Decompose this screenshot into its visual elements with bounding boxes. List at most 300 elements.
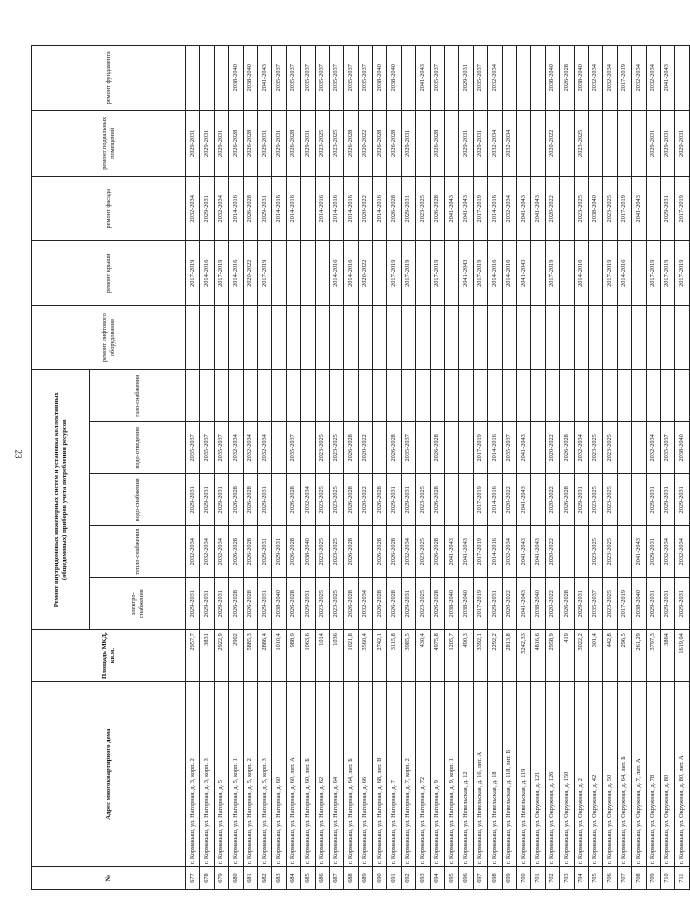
cell-facade: 2014-2016 bbox=[488, 177, 502, 241]
cell-foundation: 2017-2019 bbox=[617, 46, 631, 111]
cell-electricity: 2017-2019 bbox=[617, 578, 631, 630]
cell-number: 711 bbox=[675, 867, 689, 890]
cell-heating bbox=[574, 526, 588, 578]
cell-gas bbox=[272, 370, 286, 422]
cell-sewer: 2032-2034 bbox=[229, 422, 243, 474]
header-basement: ремонт подвальных помещений bbox=[32, 110, 186, 177]
cell-basement bbox=[560, 110, 574, 177]
cell-number: 689 bbox=[358, 867, 372, 890]
cell-foundation: 2035-2037 bbox=[358, 46, 372, 111]
cell-gas bbox=[229, 370, 243, 422]
cell-electricity: 2029-2031 bbox=[214, 578, 228, 630]
cell-basement: 2029-2031 bbox=[459, 110, 473, 177]
header-utility-group: Ремонт внутридомовых инженерных систем и установка коллективных (общедомовых) приборов учета потребления ресурсов bbox=[32, 370, 90, 630]
cell-number: 705 bbox=[588, 867, 602, 890]
cell-electricity: 2020-2022 bbox=[545, 578, 559, 630]
cell-electricity: 2017-2019 bbox=[473, 578, 487, 630]
cell-electricity: 2026-2028 bbox=[229, 578, 243, 630]
cell-heating bbox=[358, 526, 372, 578]
cell-water: 2014-2016 bbox=[488, 474, 502, 526]
cell-facade: 2029-2031 bbox=[200, 177, 214, 241]
cell-electricity: 2023-2025 bbox=[315, 578, 329, 630]
cell-water: 2029-2031 bbox=[401, 474, 415, 526]
cell-water bbox=[531, 474, 545, 526]
cell-basement: 2023-2025 bbox=[329, 110, 343, 177]
table-row bbox=[632, 46, 646, 890]
cell-gas bbox=[488, 370, 502, 422]
cell-facade: 2020-2022 bbox=[358, 177, 372, 241]
cell-foundation: 2029-2031 bbox=[459, 46, 473, 111]
cell-roof bbox=[286, 241, 300, 305]
cell-gas bbox=[214, 370, 228, 422]
cell-foundation: 2026-2028 bbox=[560, 46, 574, 111]
cell-foundation bbox=[445, 46, 459, 111]
cell-electricity: 2029-2031 bbox=[646, 578, 660, 630]
cell-electricity: 2026-2028 bbox=[387, 578, 401, 630]
cell-heating: 2032-2034 bbox=[502, 526, 516, 578]
table-row bbox=[617, 46, 631, 890]
cell-facade: 2014-2016 bbox=[315, 177, 329, 241]
cell-number: 679 bbox=[214, 867, 228, 890]
cell-elevator bbox=[416, 305, 430, 369]
cell-electricity: 2029-2031 bbox=[660, 578, 674, 630]
cell-basement: 2026-2028 bbox=[373, 110, 387, 177]
cell-area: 1010,4 bbox=[272, 630, 286, 682]
cell-heating: 2032-2034 bbox=[200, 526, 214, 578]
cell-area: 5885,3 bbox=[243, 630, 257, 682]
table-row bbox=[675, 46, 689, 890]
cell-address: г. Кормакыш, ул. Окружная, д. 78 bbox=[646, 682, 660, 867]
cell-facade: 2026-2028 bbox=[430, 177, 444, 241]
cell-facade: 2026-2028 bbox=[243, 177, 257, 241]
cell-sewer: 2035-2037 bbox=[214, 422, 228, 474]
cell-water bbox=[272, 474, 286, 526]
cell-water: 2026-2028 bbox=[373, 474, 387, 526]
cell-gas bbox=[401, 370, 415, 422]
cell-number: 681 bbox=[243, 867, 257, 890]
table-row bbox=[229, 46, 243, 890]
cell-elevator bbox=[675, 305, 689, 369]
cell-gas bbox=[545, 370, 559, 422]
cell-gas bbox=[516, 370, 530, 422]
cell-heating: 2032-2034 bbox=[186, 526, 200, 578]
table-header bbox=[32, 46, 186, 890]
cell-electricity: 2038-2040 bbox=[459, 578, 473, 630]
cell-address: г. Кормакыш, ул. Окружная, д. 50 bbox=[603, 682, 617, 867]
cell-facade: 2029-2031 bbox=[401, 177, 415, 241]
cell-roof: 2020-2022 bbox=[358, 241, 372, 305]
cell-sewer: 2035-2037 bbox=[286, 422, 300, 474]
cell-sewer: 2023-2025 bbox=[603, 422, 617, 474]
cell-elevator bbox=[272, 305, 286, 369]
cell-address: г. Кормакыш, ул. Нагорная, д. 9 bbox=[430, 682, 444, 867]
table-row bbox=[272, 46, 286, 890]
cell-address: г. Кормакыш, ул. Окружная, д. 126 bbox=[545, 682, 559, 867]
cell-water: 2029-2031 bbox=[186, 474, 200, 526]
cell-address: г. Кормакыш, ул. Невельская, д. 118, лит. Б bbox=[502, 682, 516, 867]
table-row bbox=[344, 46, 358, 890]
cell-area: 3560,4 bbox=[358, 630, 372, 682]
cell-sewer: 2035-2037 bbox=[186, 422, 200, 474]
cell-facade: 2023-2025 bbox=[416, 177, 430, 241]
cell-number: 694 bbox=[430, 867, 444, 890]
cell-water: 2023-2025 bbox=[588, 474, 602, 526]
cell-elevator bbox=[430, 305, 444, 369]
cell-number: 695 bbox=[445, 867, 459, 890]
table-row bbox=[416, 46, 430, 890]
cell-number: 698 bbox=[488, 867, 502, 890]
cell-electricity: 2029-2031 bbox=[257, 578, 271, 630]
cell-facade: 2014-2016 bbox=[229, 177, 243, 241]
cell-elevator bbox=[243, 305, 257, 369]
table-row bbox=[401, 46, 415, 890]
table-row bbox=[373, 46, 387, 890]
cell-water: 2023-2025 bbox=[603, 474, 617, 526]
cell-address: г. Кормакыш, ул. Нагорная, д. 60 bbox=[272, 682, 286, 867]
cell-electricity: 2038-2040 bbox=[445, 578, 459, 630]
cell-elevator bbox=[229, 305, 243, 369]
cell-basement: 2029-2031 bbox=[257, 110, 271, 177]
cell-sewer: 2035-2037 bbox=[200, 422, 214, 474]
cell-foundation: 2035-2037 bbox=[286, 46, 300, 111]
cell-sewer bbox=[445, 422, 459, 474]
cell-foundation: 2032-2034 bbox=[603, 46, 617, 111]
cell-number: 702 bbox=[545, 867, 559, 890]
cell-number: 708 bbox=[632, 867, 646, 890]
cell-roof: 2017-2019 bbox=[675, 241, 689, 305]
cell-roof bbox=[416, 241, 430, 305]
cell-roof: 2017-2019 bbox=[401, 241, 415, 305]
cell-electricity: 2029-2031 bbox=[488, 578, 502, 630]
cell-facade: 2032-2034 bbox=[214, 177, 228, 241]
cell-foundation bbox=[531, 46, 545, 111]
cell-elevator bbox=[560, 305, 574, 369]
cell-foundation: 2035-2037 bbox=[329, 46, 343, 111]
cell-basement: 2032-2034 bbox=[502, 110, 516, 177]
table-row bbox=[186, 46, 200, 890]
cell-foundation bbox=[502, 46, 516, 111]
cell-sewer bbox=[272, 422, 286, 474]
cell-gas bbox=[531, 370, 545, 422]
cell-area: 442,8 bbox=[603, 630, 617, 682]
cell-gas bbox=[660, 370, 674, 422]
cell-gas bbox=[675, 370, 689, 422]
cell-basement: 2029-2031 bbox=[272, 110, 286, 177]
cell-elevator bbox=[315, 305, 329, 369]
cell-basement: 2026-2028 bbox=[344, 110, 358, 177]
cell-area: 5242,33 bbox=[516, 630, 530, 682]
cell-water: 2029-2031 bbox=[675, 474, 689, 526]
cell-address: г. Кормакыш, ул. Окружная, д. 80 bbox=[660, 682, 674, 867]
table-row bbox=[516, 46, 530, 890]
cell-electricity: 2041-2043 bbox=[516, 578, 530, 630]
cell-sewer bbox=[617, 422, 631, 474]
cell-heating: 2023-2025 bbox=[416, 526, 430, 578]
cell-roof: 2017-2019 bbox=[603, 241, 617, 305]
cell-sewer: 2020-2022 bbox=[545, 422, 559, 474]
cell-heating: 2023-2025 bbox=[315, 526, 329, 578]
cell-roof: 2041-2043 bbox=[459, 241, 473, 305]
cell-water: 2026-2028 bbox=[229, 474, 243, 526]
cell-address: г. Кормакыш, ул. Окружная, д. 80, лит. А bbox=[675, 682, 689, 867]
cell-elevator bbox=[574, 305, 588, 369]
cell-foundation: 2032-2034 bbox=[632, 46, 646, 111]
cell-electricity: 2026-2028 bbox=[344, 578, 358, 630]
cell-elevator bbox=[257, 305, 271, 369]
table-row bbox=[473, 46, 487, 890]
cell-area: 2292,2 bbox=[488, 630, 502, 682]
cell-sewer: 2032-2034 bbox=[646, 422, 660, 474]
cell-gas bbox=[646, 370, 660, 422]
cell-sewer: 2032-2034 bbox=[257, 422, 271, 474]
cell-roof: 2017-2019 bbox=[257, 241, 271, 305]
cell-electricity: 2026-2028 bbox=[560, 578, 574, 630]
cell-elevator bbox=[459, 305, 473, 369]
cell-sewer: 2035-2037 bbox=[502, 422, 516, 474]
cell-elevator bbox=[488, 305, 502, 369]
cell-area: 1021,8 bbox=[344, 630, 358, 682]
cell-number: 699 bbox=[502, 867, 516, 890]
cell-gas bbox=[200, 370, 214, 422]
cell-basement: 2029-2031 bbox=[214, 110, 228, 177]
cell-sewer bbox=[373, 422, 387, 474]
cell-heating: 2026-2028 bbox=[387, 526, 401, 578]
cell-elevator bbox=[617, 305, 631, 369]
cell-gas bbox=[329, 370, 343, 422]
header-number: № bbox=[32, 867, 186, 890]
cell-foundation: 2032-2034 bbox=[488, 46, 502, 111]
cell-sewer bbox=[301, 422, 315, 474]
cell-area: 1014 bbox=[315, 630, 329, 682]
cell-water: 2023-2025 bbox=[416, 474, 430, 526]
cell-electricity: 2023-2025 bbox=[603, 578, 617, 630]
cell-heating: 2026-2028 bbox=[430, 526, 444, 578]
cell-facade: 2032-2034 bbox=[502, 177, 516, 241]
cell-gas bbox=[632, 370, 646, 422]
rotated-table-container bbox=[31, 45, 685, 890]
header-roof: ремонт крыши bbox=[32, 241, 186, 305]
table-row bbox=[358, 46, 372, 890]
cell-number: 709 bbox=[646, 867, 660, 890]
cell-water: 2023-2025 bbox=[329, 474, 343, 526]
header-sewer: водо-отведения bbox=[90, 422, 186, 474]
cell-gas bbox=[603, 370, 617, 422]
cell-heating: 2032-2034 bbox=[401, 526, 415, 578]
cell-elevator bbox=[301, 305, 315, 369]
table-row bbox=[430, 46, 444, 890]
cell-elevator bbox=[603, 305, 617, 369]
table-row bbox=[531, 46, 545, 890]
cell-heating: 2026-2028 bbox=[344, 526, 358, 578]
cell-elevator bbox=[373, 305, 387, 369]
cell-gas bbox=[560, 370, 574, 422]
cell-heating: 2026-2028 bbox=[286, 526, 300, 578]
cell-roof: 2017-2019 bbox=[646, 241, 660, 305]
header-area: Площадь МКД, кв.м. bbox=[32, 630, 186, 682]
cell-sewer: 2026-2028 bbox=[344, 422, 358, 474]
cell-area: 1205,7 bbox=[445, 630, 459, 682]
cell-heating: 2041-2043 bbox=[632, 526, 646, 578]
cell-heating: 2032-2034 bbox=[214, 526, 228, 578]
cell-facade: 2014-2016 bbox=[286, 177, 300, 241]
cell-number: 690 bbox=[373, 867, 387, 890]
cell-number: 692 bbox=[401, 867, 415, 890]
cell-sewer: 2026-2028 bbox=[387, 422, 401, 474]
cell-facade bbox=[560, 177, 574, 241]
cell-electricity: 2029-2031 bbox=[301, 578, 315, 630]
header-elevator: ремонт лифтового оборудования bbox=[32, 305, 186, 369]
cell-gas bbox=[473, 370, 487, 422]
cell-number: 683 bbox=[272, 867, 286, 890]
cell-electricity: 2029-2031 bbox=[186, 578, 200, 630]
cell-address: г. Кормакыш, ул. Нагорная, д. 72 bbox=[416, 682, 430, 867]
cell-number: 678 bbox=[200, 867, 214, 890]
cell-water: 2020-2022 bbox=[358, 474, 372, 526]
cell-basement: 2023-2025 bbox=[574, 110, 588, 177]
cell-water: 2026-2028 bbox=[430, 474, 444, 526]
cell-sewer: 2035-2037 bbox=[660, 422, 674, 474]
cell-basement: 2020-2022 bbox=[358, 110, 372, 177]
cell-heating: 2041-2043 bbox=[459, 526, 473, 578]
cell-address: г. Кормакыш, ул. Окружная, д. 150 bbox=[560, 682, 574, 867]
cell-roof: 2014-2016 bbox=[229, 241, 243, 305]
cell-heating: 2023-2025 bbox=[603, 526, 617, 578]
cell-gas bbox=[416, 370, 430, 422]
cell-elevator bbox=[445, 305, 459, 369]
cell-facade: 2032-2034 bbox=[186, 177, 200, 241]
header-gas: газо-снабжения bbox=[90, 370, 186, 422]
cell-heating: 2026-2028 bbox=[243, 526, 257, 578]
cell-number: 687 bbox=[329, 867, 343, 890]
cell-basement: 2029-2031 bbox=[200, 110, 214, 177]
cell-address: г. Кормакыш, ул. Невельская, д. 119 bbox=[516, 682, 530, 867]
cell-electricity: 2029-2031 bbox=[200, 578, 214, 630]
cell-number: 680 bbox=[229, 867, 243, 890]
cell-roof: 2017-2019 bbox=[660, 241, 674, 305]
table-row bbox=[560, 46, 574, 890]
cell-basement bbox=[516, 110, 530, 177]
cell-water: 2029-2031 bbox=[646, 474, 660, 526]
cell-sewer bbox=[531, 422, 545, 474]
cell-sewer bbox=[416, 422, 430, 474]
cell-elevator bbox=[473, 305, 487, 369]
cell-area: 2742,1 bbox=[373, 630, 387, 682]
cell-roof: 2017-2019 bbox=[387, 241, 401, 305]
cell-gas bbox=[459, 370, 473, 422]
cell-facade: 2041-2043 bbox=[459, 177, 473, 241]
cell-heating: 2041-2043 bbox=[445, 526, 459, 578]
cell-area: 3864 bbox=[660, 630, 674, 682]
cell-basement: 2020-2022 bbox=[545, 110, 559, 177]
table-row bbox=[646, 46, 660, 890]
cell-elevator bbox=[588, 305, 602, 369]
cell-electricity: 2026-2028 bbox=[243, 578, 257, 630]
cell-facade: 2020-2022 bbox=[545, 177, 559, 241]
cell-number: 682 bbox=[257, 867, 271, 890]
cell-number: 684 bbox=[286, 867, 300, 890]
cell-facade: 2023-2025 bbox=[603, 177, 617, 241]
table-row bbox=[387, 46, 401, 890]
table-row bbox=[257, 46, 271, 890]
cell-area: 988,9 bbox=[286, 630, 300, 682]
cell-foundation: 2038-2040 bbox=[243, 46, 257, 111]
cell-elevator bbox=[286, 305, 300, 369]
cell-area: 4975,8 bbox=[430, 630, 444, 682]
cell-elevator bbox=[660, 305, 674, 369]
cell-electricity: 2026-2028 bbox=[373, 578, 387, 630]
cell-foundation: 2035-2037 bbox=[430, 46, 444, 111]
cell-facade: 2014-2016 bbox=[272, 177, 286, 241]
cell-address: г. Кормакыш, ул. Окружная, д. 2 bbox=[574, 682, 588, 867]
cell-foundation: 2032-2034 bbox=[646, 46, 660, 111]
cell-number: 703 bbox=[560, 867, 574, 890]
cell-elevator bbox=[502, 305, 516, 369]
cell-area: 4816,6 bbox=[531, 630, 545, 682]
table-row bbox=[660, 46, 674, 890]
cell-water: 2026-2028 bbox=[560, 474, 574, 526]
cell-heating: 2041-2043 bbox=[516, 526, 530, 578]
cell-elevator bbox=[387, 305, 401, 369]
table-row bbox=[502, 46, 516, 890]
cell-gas bbox=[445, 370, 459, 422]
cell-foundation: 2035-2037 bbox=[344, 46, 358, 111]
table-row bbox=[214, 46, 228, 890]
cell-elevator bbox=[516, 305, 530, 369]
cell-foundation bbox=[200, 46, 214, 111]
cell-number: 704 bbox=[574, 867, 588, 890]
cell-address: г. Кормакыш, ул. Нагорная, д. 3, корп. 2 bbox=[186, 682, 200, 867]
cell-address: г. Кормакыш, ул. Окружная, д. 121 bbox=[531, 682, 545, 867]
cell-electricity: 2023-2025 bbox=[416, 578, 430, 630]
cell-elevator bbox=[344, 305, 358, 369]
cell-facade: 2029-2031 bbox=[257, 177, 271, 241]
cell-sewer: 2035-2037 bbox=[401, 422, 415, 474]
cell-sewer: 2023-2025 bbox=[329, 422, 343, 474]
cell-elevator bbox=[632, 305, 646, 369]
table-row bbox=[286, 46, 300, 890]
cell-number: 686 bbox=[315, 867, 329, 890]
cell-area: 1063,6 bbox=[301, 630, 315, 682]
cell-roof: 2017-2019 bbox=[473, 241, 487, 305]
cell-electricity: 2026-2028 bbox=[286, 578, 300, 630]
cell-electricity: 2035-2037 bbox=[588, 578, 602, 630]
cell-basement: 2029-2031 bbox=[660, 110, 674, 177]
cell-water: 2029-2031 bbox=[214, 474, 228, 526]
cell-roof bbox=[588, 241, 602, 305]
cell-roof bbox=[445, 241, 459, 305]
cell-address: г. Кормакыш, ул. Нагорная, д. 7, корп. 2 bbox=[401, 682, 415, 867]
cell-foundation bbox=[675, 46, 689, 111]
cell-area: 2813,8 bbox=[502, 630, 516, 682]
cell-basement bbox=[632, 110, 646, 177]
cell-water: 2032-2034 bbox=[301, 474, 315, 526]
cell-number: 691 bbox=[387, 867, 401, 890]
cell-gas bbox=[257, 370, 271, 422]
cell-roof: 2014-2016 bbox=[502, 241, 516, 305]
cell-area: 490,3 bbox=[459, 630, 473, 682]
cell-electricity: 2038-2040 bbox=[531, 578, 545, 630]
cell-address: г. Кормакыш, ул. Невельская, д. 18 bbox=[488, 682, 502, 867]
cell-foundation: 2038-2040 bbox=[574, 46, 588, 111]
cell-number: 688 bbox=[344, 867, 358, 890]
cell-area: 3831 bbox=[200, 630, 214, 682]
cell-basement: 2029-2031 bbox=[301, 110, 315, 177]
cell-address: г. Кормакыш, ул. Нагорная, д. 60, лит. Б bbox=[301, 682, 315, 867]
table-row bbox=[445, 46, 459, 890]
cell-water: 2026-2028 bbox=[243, 474, 257, 526]
cell-sewer bbox=[459, 422, 473, 474]
cell-basement: 2026-2028 bbox=[243, 110, 257, 177]
